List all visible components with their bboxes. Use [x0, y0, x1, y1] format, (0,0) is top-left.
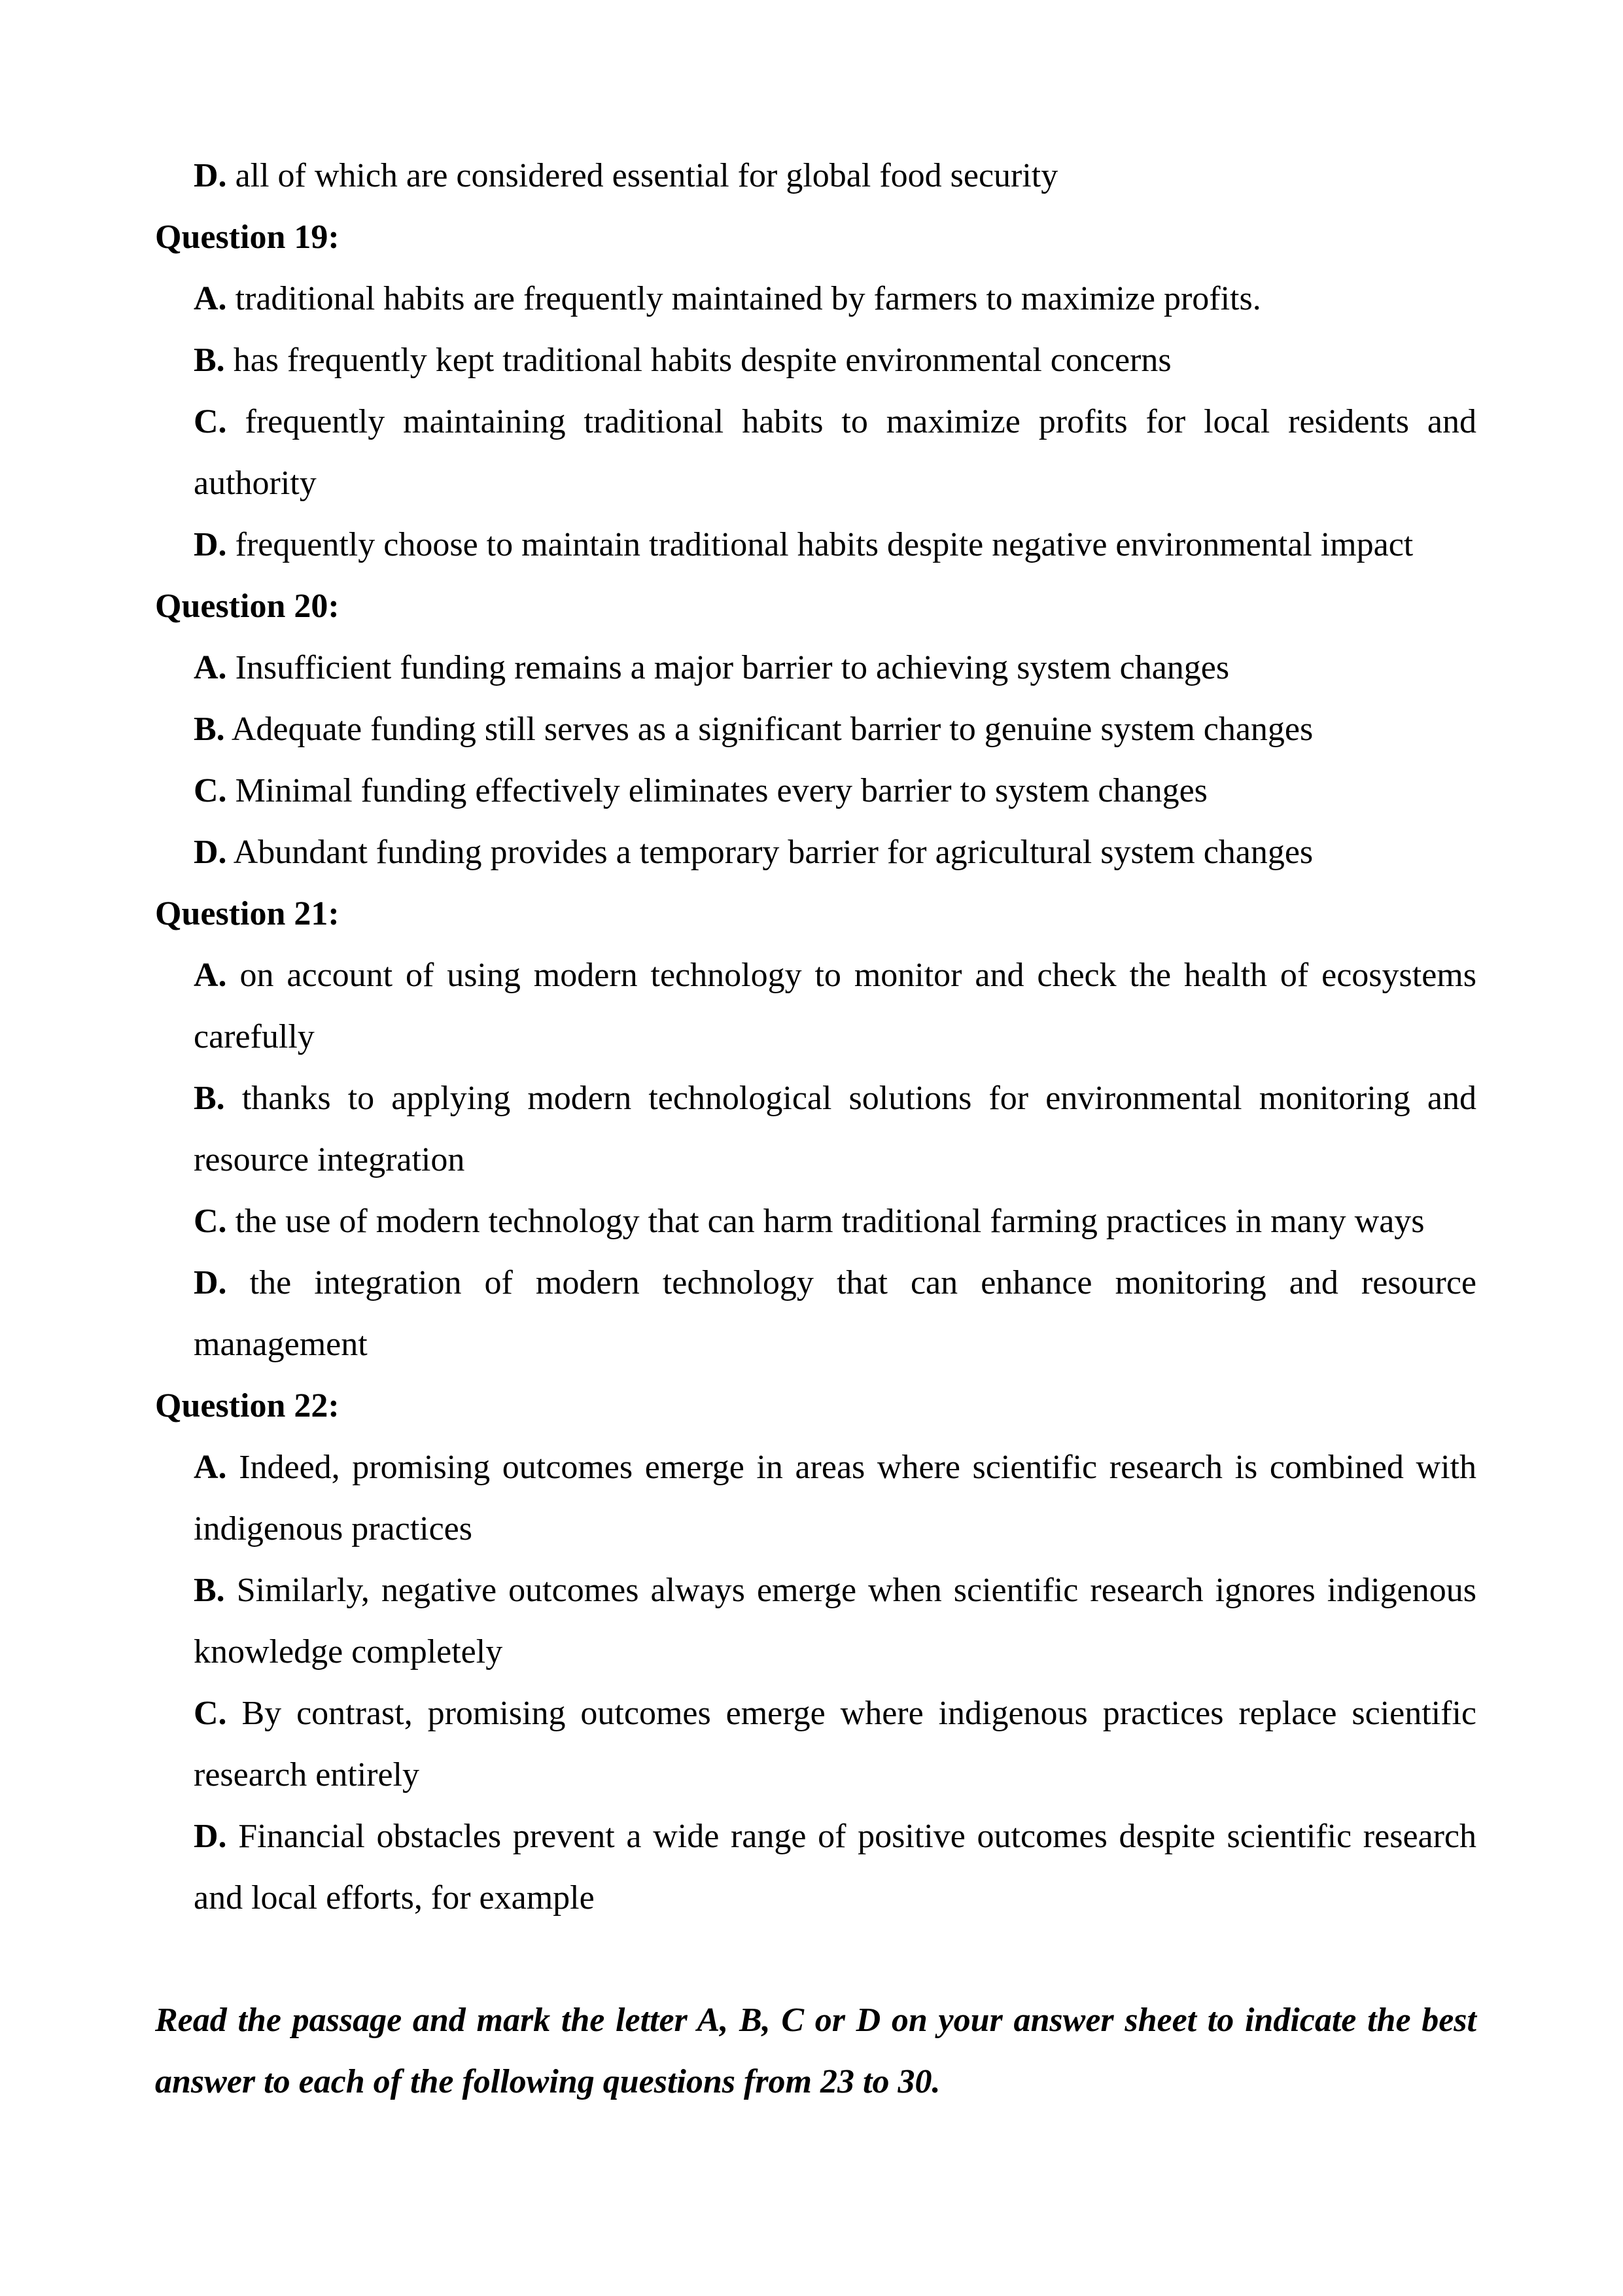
option-text: Abundant funding provides a temporary barrier for agricultural system changes: [233, 834, 1314, 871]
option-text: the integration of modern technology that can enhance monitoring and resource management: [194, 1264, 1476, 1363]
option-text: on account of using modern technology to monitor and check the health of ecosystems carefully: [194, 957, 1476, 1055]
option-letter: A.: [194, 649, 227, 686]
option-text: frequently maintaining traditional habits to maximize profits for local residents and authority: [194, 403, 1477, 502]
option-letter: C.: [194, 403, 227, 440]
option-a: [155, 268, 1476, 330]
question-heading: Question 21:: [155, 895, 340, 932]
option-c: [155, 1683, 1476, 1806]
option-text: Adequate funding still serves as a significant barrier to genuine system changes: [231, 711, 1314, 748]
option-text: the use of modern technology that can harm traditional farming practices in many ways: [235, 1203, 1425, 1240]
option-d: [155, 822, 1476, 883]
option-text: Similarly, negative outcomes always emerge when scientific research ignores indigenous knowledge completely: [194, 1572, 1476, 1670]
option-text: Minimal funding effectively eliminates every barrier to system changes: [235, 772, 1208, 809]
option-letter: C.: [194, 1203, 227, 1240]
option-letter: D.: [194, 1818, 227, 1855]
option-letter: D.: [194, 526, 227, 563]
question-21: [155, 883, 1476, 1375]
option-letter: A.: [194, 957, 227, 994]
option-text: Financial obstacles prevent a wide range of positive outcomes despite scientific research and local efforts, for example: [194, 1818, 1476, 1916]
question-heading: Question 20:: [155, 588, 340, 625]
question-heading: Question 19:: [155, 219, 340, 256]
option-letter: B.: [194, 1080, 225, 1117]
option-letter: D.: [194, 1264, 227, 1301]
option-text: frequently choose to maintain traditional habits despite negative environmental impact: [235, 526, 1414, 563]
option-text: Indeed, promising outcomes emerge in areas where scientific research is combined with indigenous practices: [194, 1449, 1477, 1547]
option-d-carry-over: [155, 145, 1476, 207]
option-letter: B.: [194, 342, 225, 379]
option-letter: B.: [194, 711, 225, 748]
exam-page: [155, 145, 1476, 2147]
option-c: [155, 760, 1476, 822]
option-a: [155, 945, 1476, 1068]
option-c: [155, 391, 1476, 514]
option-letter: C.: [194, 1695, 227, 1732]
option-letter: D.: [194, 157, 227, 194]
option-text: Insufficient funding remains a major barrier to achieving system changes: [235, 649, 1230, 686]
option-text: traditional habits are frequently maintained by farmers to maximize profits.: [235, 280, 1261, 317]
option-text: By contrast, promising outcomes emerge where indigenous practices replace scientific research entirely: [194, 1695, 1476, 1793]
option-b: [155, 1068, 1476, 1191]
option-text: has frequently kept traditional habits despite environmental concerns: [233, 342, 1172, 379]
option-b: [155, 1560, 1476, 1683]
question-20: [155, 576, 1476, 883]
option-letter: B.: [194, 1572, 225, 1609]
option-letter: C.: [194, 772, 227, 809]
option-b: [155, 699, 1476, 760]
option-letter: A.: [194, 280, 227, 317]
option-d: [155, 1252, 1476, 1375]
option-a: [155, 1437, 1476, 1560]
question-heading: Question 22:: [155, 1387, 340, 1424]
option-c: [155, 1191, 1476, 1252]
option-a: [155, 637, 1476, 699]
option-b: [155, 330, 1476, 391]
question-22: [155, 1375, 1476, 1929]
option-d: [155, 514, 1476, 576]
question-19: [155, 207, 1476, 576]
option-letter: D.: [194, 834, 227, 871]
option-text: thanks to applying modern technological solutions for environmental monitoring and resource integration: [194, 1080, 1476, 1178]
option-text: all of which are considered essential for global food security: [235, 157, 1058, 194]
option-letter: A.: [194, 1449, 227, 1486]
option-d: [155, 1806, 1476, 1929]
section-instruction: Read the passage and mark the letter A, B, C or D on your answer sheet to indicate the best answer to each of the following questions from 23 to 30.: [155, 2002, 1476, 2100]
